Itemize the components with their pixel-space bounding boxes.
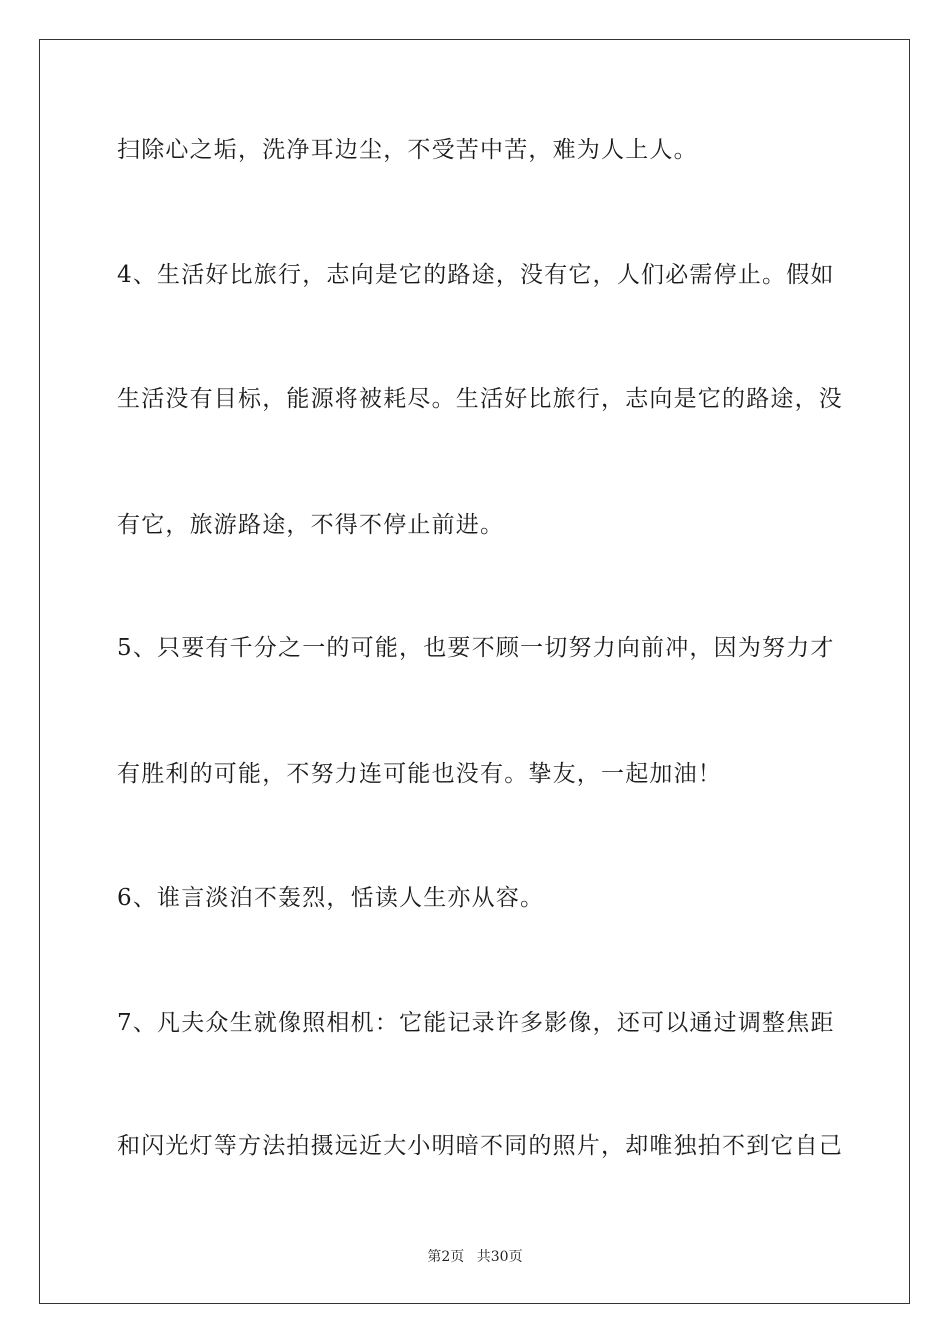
text-line-6: 有胜利的可能，不努力连可能也没有。挚友，一起加油！ (117, 761, 722, 787)
text-line-9: 和闪光灯等方法拍摄远近大小明暗不同的照片，却唯独拍不到它自己 (117, 1133, 843, 1159)
page-number: 第2页 (427, 1249, 465, 1265)
page-total: 共30页 (476, 1249, 523, 1265)
text-line-4: 有它，旅游路途，不得不停止前进。 (117, 512, 505, 538)
page-border (39, 39, 910, 1304)
text-line-8: 7、凡夫众生就像照相机：它能记录许多影像，还可以通过调整焦距 (117, 1010, 835, 1036)
text-line-2: 4、生活好比旅行，志向是它的路途，没有它，人们必需停止。假如 (117, 262, 835, 288)
text-line-5: 5、只要有千分之一的可能，也要不顾一切努力向前冲，因为努力才 (117, 635, 835, 661)
text-line-7: 6、谁言淡泊不轰烈，恬读人生亦从容。 (117, 885, 545, 911)
text-line-3: 生活没有目标，能源将被耗尽。生活好比旅行，志向是它的路途，没 (117, 386, 843, 412)
text-line-1: 扫除心之垢，洗净耳边尘，不受苦中苦，难为人上人。 (117, 137, 698, 163)
page-footer (0, 1246, 950, 1266)
